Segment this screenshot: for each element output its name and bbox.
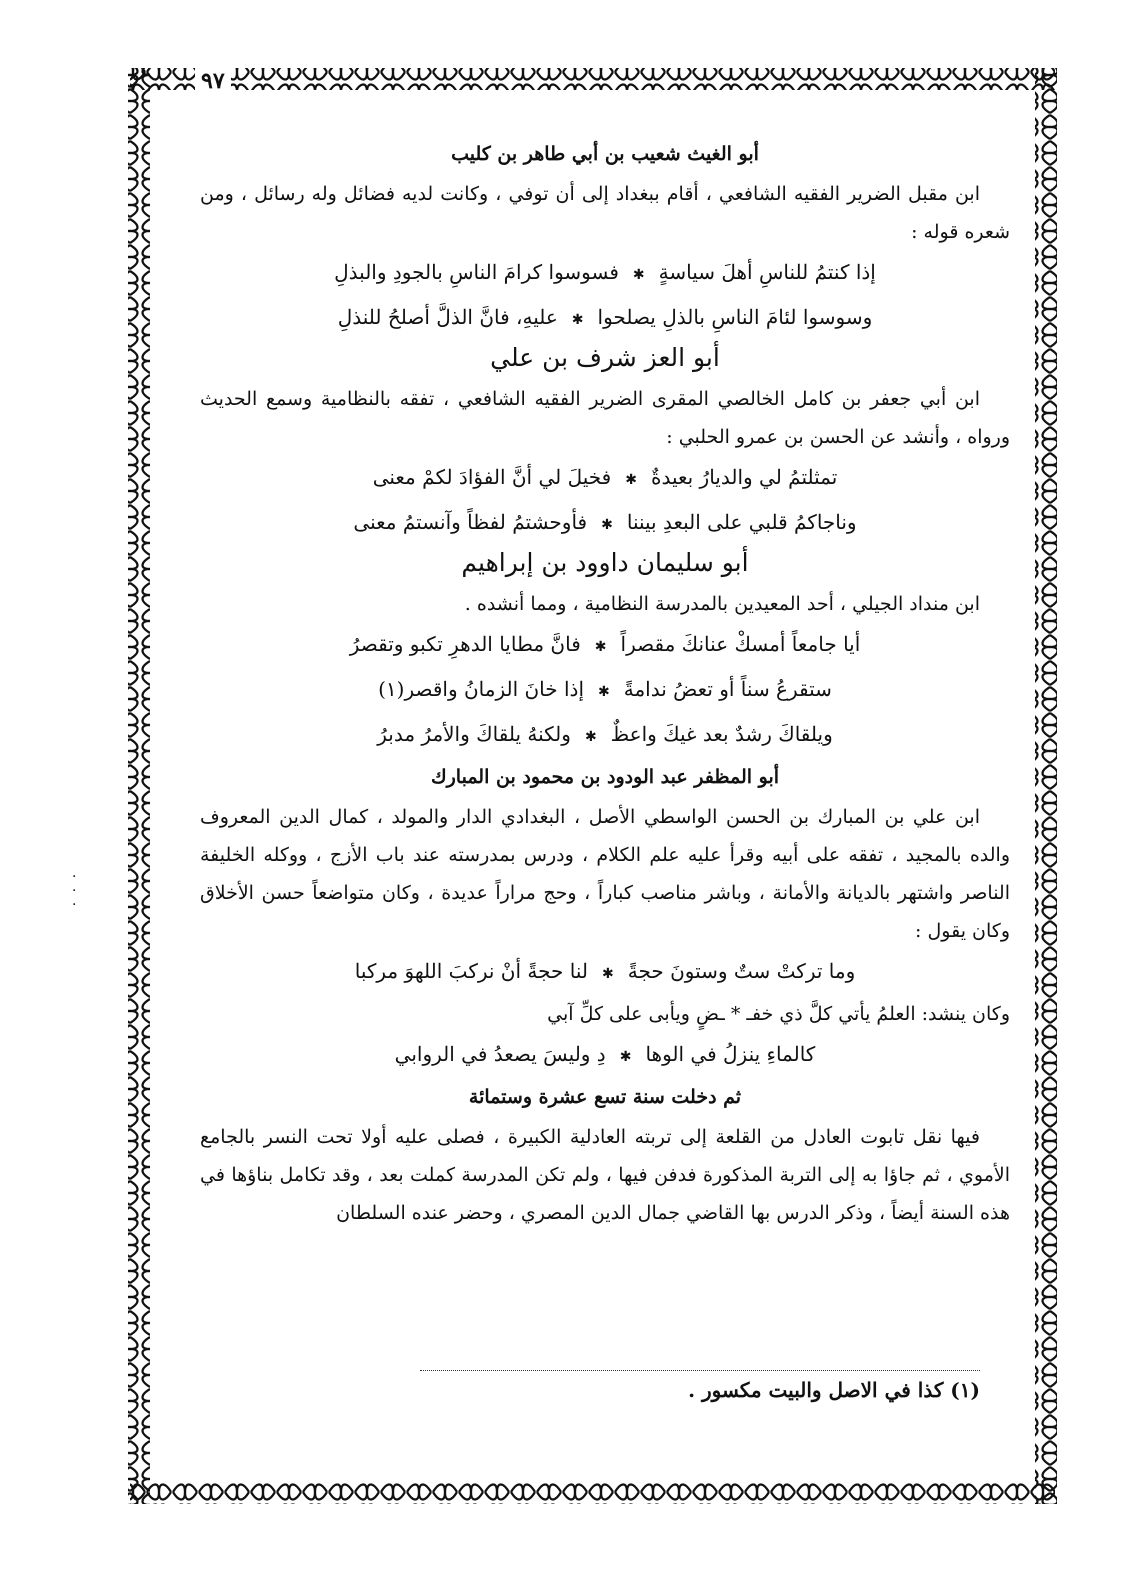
star-separator: ✱ [594,639,607,655]
verse-line [200,296,1010,341]
paragraph: ابن أبي جعفر بن كامل الخالصي المقرى الضرير الفقيه الشافعي ، تفقه بالنظامية وسمع الحديث ورواه ، وأنشد عن الحسن بن عمرو الحلبي : [200,388,1010,448]
section-heading: أبو العز شرف بن علي [490,343,720,372]
footnote: (١) كذا في الاصل والبيت مكسور . [688,1378,980,1402]
verse-hemistich: لنا حجةً أنْ نركبَ اللهوَ مركبا [354,959,588,983]
verse-line [200,456,1010,501]
star-separator: ✱ [619,1049,632,1065]
verse-hemistich: إذا خانَ الزمانُ واقصر(١) [378,677,585,701]
margin-dots: · · · [72,869,77,913]
star-separator: ✱ [601,517,613,533]
verse-hemistich: فخيلَ لي أنَّ الفؤادَ لكمْ معنى [372,465,612,489]
section-heading: أبو المظفر عبد الودود بن محمود بن المبارك [430,766,780,788]
star-separator: ✱ [632,267,645,283]
page-body [200,135,1010,1232]
paragraph: وكان ينشد: العلمُ يأتي كلَّ ذي خفـ * ـضٍ ويأبى على كلِّ آبي [547,1003,1010,1025]
section-heading: ثم دخلت سنة تسع عشرة وستمائة [468,1086,742,1108]
verse-hemistich: كالماءِ ينزلُ في الوها [645,1042,816,1066]
verse-line [200,1033,1010,1078]
star-separator: ✱ [598,684,610,700]
section-heading: أبو الغيث شعيب بن أبي طاهر بن كليب [451,143,759,165]
verse-hemistich: فسوسوا كرامَ الناسِ بالجودِ والبذلِ [334,260,619,284]
verse-hemistich: تمثلتمُ لي والديارُ بعيدةٌ [650,465,838,489]
verse-hemistich: أيا جامعاً أمسكْ عنانكَ مقصراً [620,632,861,656]
paragraph: ابن علي بن المبارك بن الحسن الواسطي الأصل ، البغدادي الدار والمولد ، كمال الدين المعروف والده بالمجيد ، تفقه على أبيه وقرأ عليه علم الكلام ، ودرس بمدرسته عند باب الأزج ، ووكله الخليفة الناصر واشتهر بالديانة والأمانة ، وباشر مناصب كباراً ، وحج مراراً عديدة ، وكان متواضعاً حسن الأخلاق وكان يقول : [200,806,1010,942]
page-number: ٩٧ [195,68,231,94]
verse-line [200,950,1010,995]
verse-hemistich: وناجاكمُ قلبي على البعدِ بيننا [626,510,857,534]
star-separator: ✱ [584,729,597,745]
verse-line [200,623,1010,668]
verse-line [200,501,1010,546]
verse-hemistich: فأوحشتمُ لفظاً وآنستمُ معنى [353,510,588,534]
section-heading: أبو سليمان داوود بن إبراهيم [461,548,749,577]
paragraph: فيها نقل تابوت العادل من القلعة إلى تربته العادلية الكبيرة ، فصلى عليه أولا تحت النسر بالجامع الأموي ، ثم جاؤا به إلى التربة المذكورة فدفن فيها ، ولم تكن المدرسة كملت بعد ، وقد تكامل بناؤها في هذه السنة أيضاً ، وذكر الدرس بها القاضي جمال الدين المصري ، وحضر عنده السلطان [200,1126,1010,1224]
star-separator: ✱ [571,312,584,328]
verse-hemistich: وسوسوا لئامَ الناسِ بالذلِ يصلحوا [597,305,873,329]
verse-hemistich: ستقرعُ سناً أو تعضُ ندامةً [623,677,832,701]
star-separator: ✱ [601,966,614,982]
verse-hemistich: فانَّ مطايا الدهرِ تكبو وتقصرُ [349,632,581,656]
verse-hemistich: ولكنهُ يلقاكَ والأمرُ مدبرُ [377,722,571,746]
verse-line [200,713,1010,758]
paragraph: ابن مقبل الضرير الفقيه الشافعي ، أقام ببغداد إلى أن توفي ، وكانت لديه فضائل وله رسائل ، ومن شعره قوله : [200,183,1010,243]
verse-hemistich: وما تركتْ ستٌ وستونَ حجةً [627,959,856,983]
verse-hemistich: عليهِ، فانَّ الذلَّ أصلحُ للنذلِ [337,305,558,329]
paragraph: ابن منداد الجيلي ، أحد المعيدين بالمدرسة النظامية ، ومما أنشده . [464,593,980,615]
verse-hemistich: دِ وليسَ يصعدُ في الروابي [394,1042,606,1066]
star-separator: ✱ [625,472,637,488]
footnote-rule [420,1370,980,1371]
verse-hemistich: إذا كنتمُ للناسِ أهلَ سياسةٍ [658,260,876,284]
verse-line [200,668,1010,713]
verse-hemistich: ويلقاكَ رشدٌ بعد غيكَ واعظٌ [610,722,833,746]
verse-line [200,251,1010,296]
